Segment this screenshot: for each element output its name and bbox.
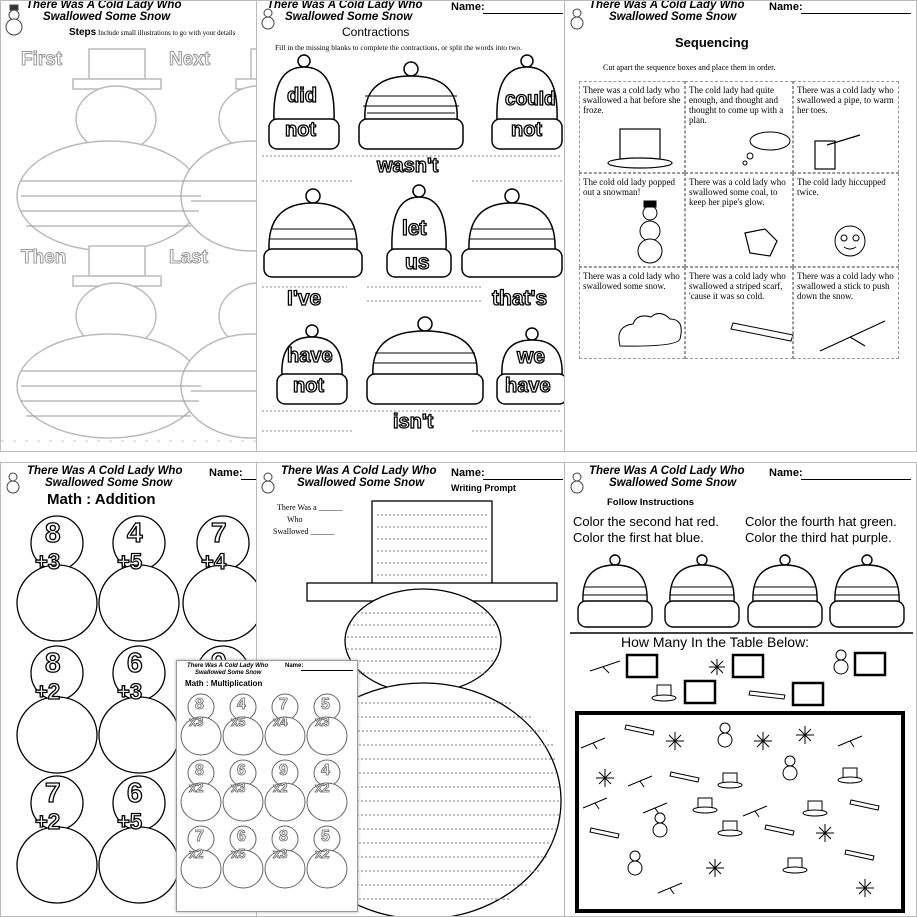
sequence-text: The cold old lady popped out a snowman! [583, 177, 675, 197]
name-label: Name: [451, 467, 485, 479]
instruction-2: Color the fourth hat green. [745, 514, 897, 529]
worksheet-title-line1: There Was A Cold Lady Who [187, 663, 269, 669]
scarf-icon [749, 691, 785, 699]
instruction-4: Color the third hat purple. [745, 530, 892, 545]
sequence-text: There was a cold lady who swallowed some coal, to keep her pipe's glow. [689, 177, 786, 207]
sequence-text: There was a cold lady who swallowed a pipe, to warm her toes. [797, 85, 894, 115]
addend-bottom: +5 [117, 809, 143, 834]
contractions-heading: Contractions [342, 25, 410, 39]
worksheet-title-line2: Swallowed Some Snow [285, 11, 413, 23]
sequence-box-7[interactable] [579, 267, 685, 359]
sequence-box-4[interactable] [579, 173, 685, 267]
sequence-text: There was a cold lady who swallowed some snow. [583, 271, 680, 291]
factor-bottom: x2 [189, 846, 204, 861]
word-not: not [285, 119, 317, 141]
word-have: have [287, 345, 333, 367]
sequence-box-1[interactable] [579, 81, 685, 173]
word-wasnt: wasn't [377, 155, 439, 177]
instruction-1: Color the second hat red. [573, 514, 719, 529]
name-line[interactable] [801, 13, 911, 14]
snowman-icon [628, 851, 642, 875]
snowman-icon [262, 9, 274, 29]
factor-top: 6 [237, 762, 246, 779]
multiplication-worksheet [176, 660, 358, 912]
worksheet-title-line1: There Was A Cold Lady Who [26, 0, 182, 11]
name-label: Name: [769, 467, 803, 479]
contractions-worksheet [256, 0, 566, 452]
follow-instructions-worksheet [564, 462, 917, 917]
name-label: Name: [209, 467, 243, 479]
follow-instructions-heading: Follow Instructions [607, 497, 695, 508]
factor-top: 9 [279, 762, 288, 779]
snowman-icon [834, 650, 848, 674]
addend-bottom: +3 [35, 549, 61, 574]
addend-bottom: +4 [201, 549, 227, 574]
word-us: us [405, 251, 430, 274]
addend-top: 6 [127, 647, 143, 678]
instruction-3: Color the first hat blue. [573, 530, 704, 545]
worksheet-title-line2: Swallowed Some Snow [45, 477, 173, 489]
step-label-first: First [21, 49, 63, 70]
factor-top: 5 [321, 696, 330, 713]
factor-top: 4 [321, 762, 330, 779]
word-did: did [287, 85, 317, 107]
snowman-icon [6, 5, 22, 35]
name-line[interactable] [483, 13, 563, 14]
factor-bottom: x2 [315, 846, 330, 861]
contractions-instruction: Fill in the missing blanks to complete the contractions, or split the words into two. [275, 43, 523, 52]
steps-heading: Steps [69, 27, 97, 38]
factor-top: 8 [195, 696, 204, 713]
snowman-icon [7, 473, 19, 493]
addend-bottom: +2 [35, 809, 61, 834]
stick-icon [590, 661, 620, 673]
snowman-icon [653, 813, 667, 837]
worksheet-title-line2: Swallowed Some Snow [297, 477, 425, 489]
factor-bottom: x3 [231, 780, 246, 795]
word-ive: I've [287, 287, 322, 310]
addend-top: 6 [127, 777, 143, 808]
addend-bottom: +3 [117, 679, 143, 704]
addend-top: 8 [45, 517, 61, 548]
worksheet-title-line1: There Was A Cold Lady Who [281, 465, 437, 477]
worksheet-title-line1: There Was A Cold Lady Who [589, 0, 745, 11]
factor-top: 8 [195, 762, 204, 779]
sequencing-heading: Sequencing [675, 35, 749, 50]
snowman-icon [783, 756, 797, 780]
worksheet-title-line1: There Was A Cold Lady Who [589, 465, 745, 477]
name-label: Name: [285, 663, 304, 669]
sequence-box-3[interactable] [793, 81, 899, 173]
writing-prompt-heading: Writing Prompt [451, 483, 516, 493]
factor-bottom: x3 [315, 714, 330, 729]
factor-bottom: x5 [231, 846, 246, 861]
word-thats: that's [492, 287, 548, 310]
sequence-text: The cold lady had quite enough, and thought and thought to come up with a plan. [689, 85, 784, 125]
snowman-icon [718, 723, 732, 747]
prompt-line3: Swallowed ______ [273, 527, 335, 536]
sequence-text: There was a cold lady who swallowed a stick to push down the snow. [797, 271, 894, 301]
addend-top: 4 [127, 517, 143, 548]
factor-top: 6 [237, 828, 246, 845]
factor-bottom: x2 [189, 780, 204, 795]
sequence-text: There was a cold lady who swallowed a hat before she froze. [583, 85, 681, 115]
name-line[interactable] [483, 479, 563, 480]
snowman-icon [571, 9, 583, 29]
factor-bottom: x2 [315, 780, 330, 795]
factor-top: 8 [279, 828, 288, 845]
table-heading: How Many In the Table Below: [621, 634, 810, 650]
sequence-box-6[interactable] [793, 173, 899, 267]
sequence-text: The cold lady hiccupped twice. [797, 177, 886, 197]
factor-bottom: x3 [273, 846, 288, 861]
factor-top: 7 [279, 696, 288, 713]
name-line[interactable] [301, 670, 353, 671]
addend-bottom: +2 [35, 679, 61, 704]
sequence-box-9[interactable] [793, 267, 899, 359]
name-label: Name: [769, 1, 803, 13]
factor-bottom: x5 [231, 714, 246, 729]
sequencing-instruction: Cut apart the sequence boxes and place them in order. [603, 63, 776, 72]
factor-bottom: x2 [273, 780, 288, 795]
word-not-2: not [511, 119, 543, 141]
worksheet-title-line1: There Was A Cold Lady Who [27, 465, 183, 477]
factor-top: 4 [237, 696, 246, 713]
name-line[interactable] [801, 479, 911, 480]
top-hat-icon [652, 685, 676, 701]
sequence-box-8[interactable] [685, 267, 793, 359]
worksheet-title-line2: Swallowed Some Snow [609, 11, 737, 23]
sequence-text: There was a cold lady who swallowed a striped scarf, 'cause it was so cold. [689, 271, 786, 301]
sequence-box-2[interactable] [685, 81, 793, 173]
addend-top: 7 [45, 777, 61, 808]
addend-top: 7 [211, 517, 227, 548]
factor-top: 7 [195, 828, 204, 845]
factor-bottom: x4 [273, 714, 288, 729]
snowman-icon [571, 473, 583, 493]
snowman-icon [262, 473, 274, 493]
worksheet-title-line2: Swallowed Some Snow [609, 477, 737, 489]
step-label-last: Last [169, 247, 209, 268]
worksheet-title-line2: Swallowed Some Snow [195, 670, 262, 676]
steps-instruction: Include small illustrations to go with your details [98, 29, 236, 37]
addition-heading: Math : Addition [47, 491, 156, 508]
word-we: we [517, 345, 546, 368]
step-label-next: Next [169, 49, 211, 70]
word-let: let [402, 217, 427, 240]
prompt-line2: Who [287, 515, 303, 524]
snowflake-icon [709, 659, 725, 675]
word-isnt: isn't [393, 411, 434, 433]
sequence-box-5[interactable] [685, 173, 793, 267]
prompt-line1: There Was a ______ [277, 503, 343, 512]
hats-to-color [578, 555, 904, 627]
factor-bottom: x3 [189, 714, 204, 729]
step-label-then: Then [21, 247, 67, 268]
word-have-2: have [505, 375, 551, 397]
word-not-3: not [293, 375, 325, 397]
word-could: could [505, 89, 556, 110]
snowman-multiplication-art [177, 661, 358, 912]
name-label: Name: [451, 1, 485, 13]
worksheet-title-line2: Swallowed Some Snow [43, 11, 171, 23]
counting-table [577, 713, 903, 911]
multiplication-heading: Math : Multiplication [185, 679, 263, 688]
steps-worksheet [0, 0, 258, 452]
addend-top: 8 [45, 647, 61, 678]
factor-top: 5 [321, 828, 330, 845]
worksheet-title-line1: There Was A Cold Lady Who [267, 0, 423, 11]
sequencing-worksheet [564, 0, 917, 452]
addend-bottom: +5 [117, 549, 143, 574]
